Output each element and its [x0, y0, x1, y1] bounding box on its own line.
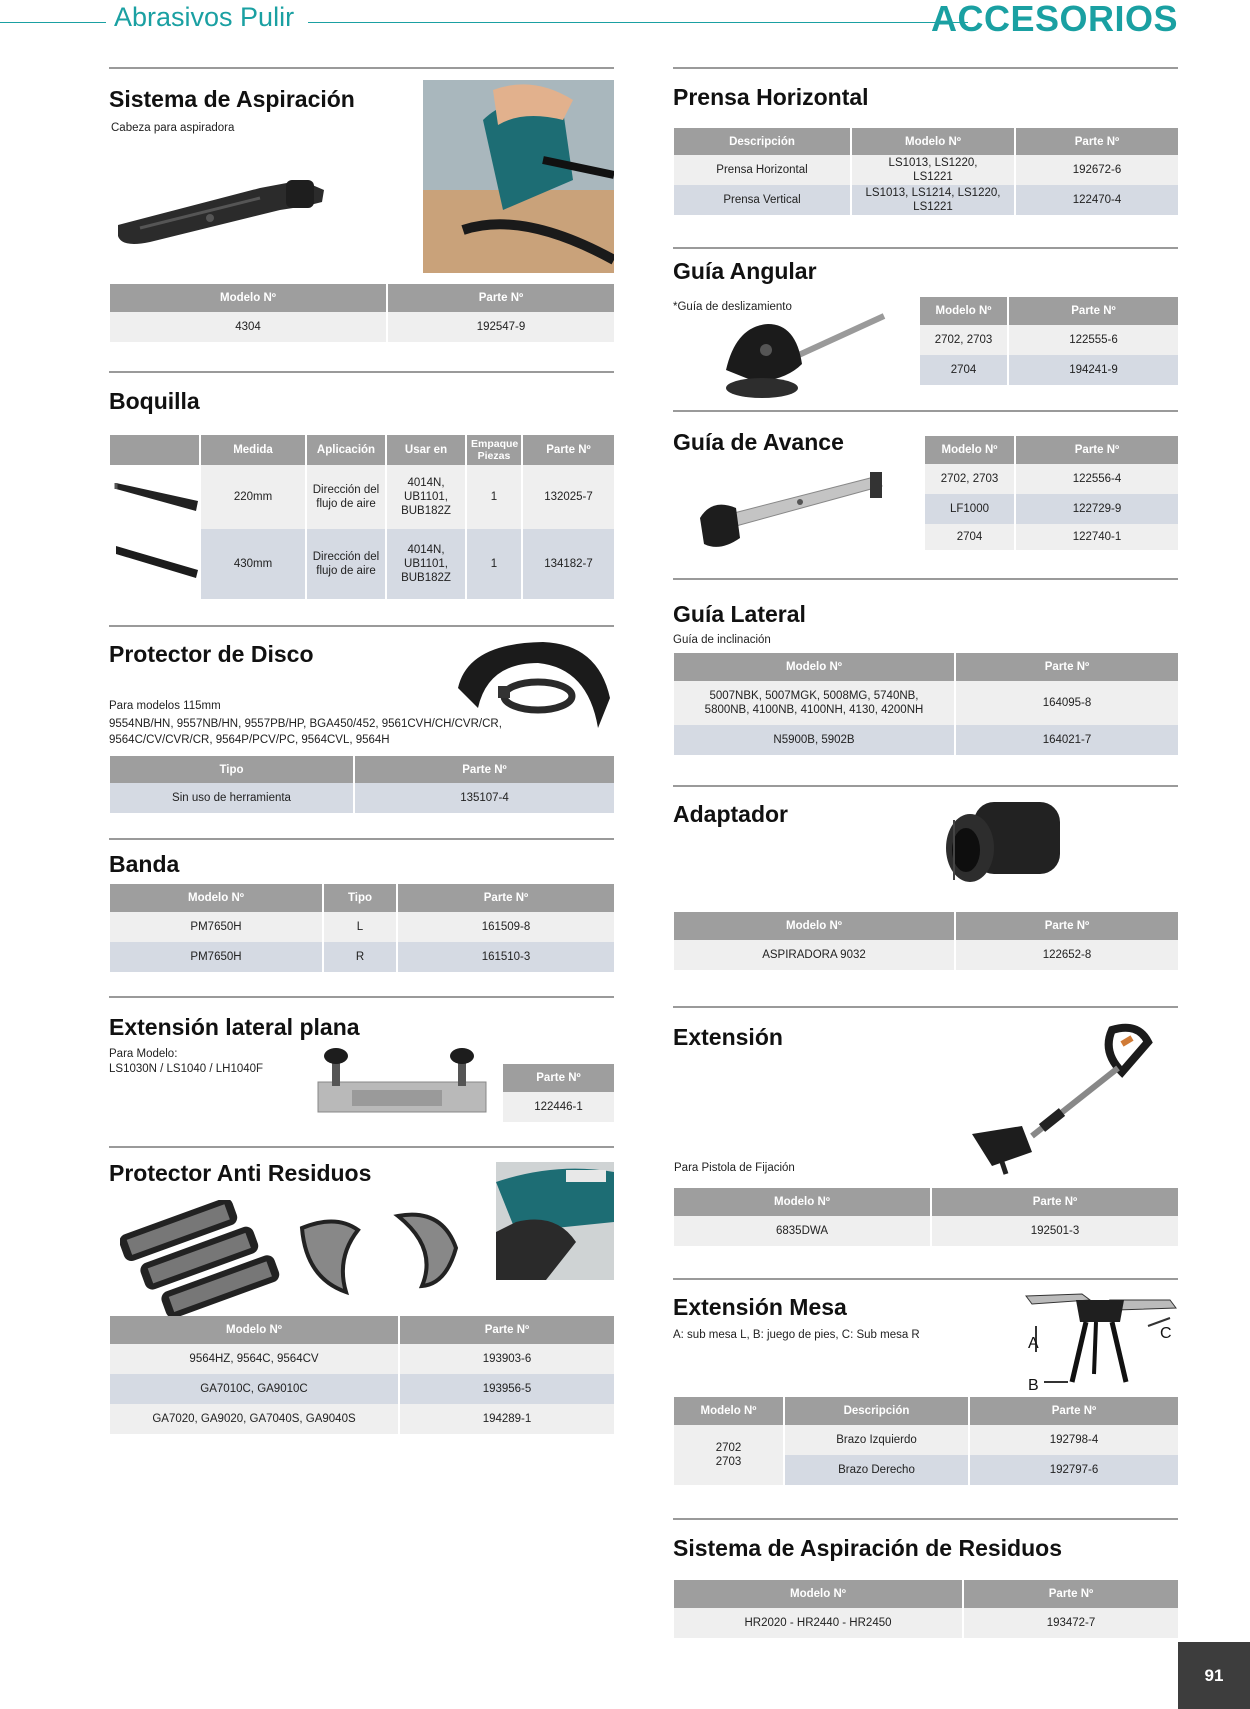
- table-row: Brazo Derecho 192797-6: [674, 1455, 1178, 1485]
- extension-table: [674, 1188, 1178, 1246]
- divider: [673, 1006, 1178, 1008]
- prensa-table: [674, 128, 1178, 215]
- divider: [673, 410, 1178, 412]
- aspiracion-residuos-table: [674, 1580, 1178, 1638]
- rip-fence-image: [690, 468, 886, 556]
- col-header: Modelo Nº: [674, 1580, 963, 1608]
- divider: [109, 625, 614, 627]
- boquilla-table: [110, 435, 614, 599]
- divider: [673, 578, 1178, 580]
- nozzle-430-image: [114, 542, 200, 582]
- extension-lateral-line2: LS1030N / LS1040 / LH1040F: [109, 1063, 264, 1075]
- col-header: Modelo Nº: [851, 128, 1015, 155]
- header-line-right: [308, 22, 968, 23]
- guia-avance-title: Guía de Avance: [673, 429, 844, 455]
- divider: [109, 838, 614, 840]
- table-row: 6835DWA 192501-3: [674, 1216, 1178, 1246]
- flat-extension-image: [312, 1040, 492, 1124]
- table-row: Sin uso de herramienta 135107-4: [110, 783, 614, 813]
- col-header: Parte Nº: [399, 1316, 614, 1344]
- page-number: 91: [1178, 1642, 1250, 1709]
- image-label-a: A: [1028, 1335, 1039, 1352]
- table-row: 2702 2703 Brazo Izquierdo 192798-4: [674, 1425, 1178, 1455]
- guia-angular-title: Guía Angular: [673, 258, 817, 284]
- grinder-photo: [496, 1162, 614, 1280]
- image-label-b: B: [1028, 1377, 1039, 1392]
- dust-filter-curved-image: [296, 1218, 362, 1296]
- extension-pole-image: [962, 1016, 1176, 1178]
- col-header: Parte Nº: [387, 284, 614, 312]
- adaptador-table: [674, 912, 1178, 970]
- table-row: ASPIRADORA 9032 122652-8: [674, 940, 1178, 970]
- dust-filter-image: [120, 1200, 280, 1318]
- table-row: 4304 192547-9: [110, 312, 614, 342]
- sistema-aspiracion-table: [110, 284, 614, 342]
- divider: [673, 247, 1178, 249]
- col-header: Modelo Nº: [674, 1188, 931, 1216]
- extension-mesa-title: Extensión Mesa: [673, 1294, 847, 1320]
- col-header: Tipo: [323, 884, 397, 912]
- table-row: 5007NBK, 5007MGK, 5008MG, 5740NB, 5800NB, 4100NB, 4100NH, 4130, 4200NH 164095-8: [674, 681, 1178, 725]
- col-header: Parte Nº: [963, 1580, 1178, 1608]
- divider: [109, 67, 614, 69]
- guia-angular-table: [920, 297, 1178, 385]
- jigsaw-vacuum-photo: [423, 80, 614, 273]
- table-row: Prensa Vertical LS1013, LS1214, LS1220, LS1221 122470-4: [674, 185, 1178, 215]
- col-header: Modelo Nº: [110, 884, 323, 912]
- col-header: Parte Nº: [1015, 436, 1178, 464]
- col-header: Modelo Nº: [925, 436, 1015, 464]
- table-saw-image: [1020, 1286, 1180, 1392]
- col-header: Parte Nº: [969, 1397, 1178, 1425]
- prensa-title: Prensa Horizontal: [673, 84, 869, 110]
- col-header: Modelo Nº: [110, 1316, 399, 1344]
- col-header: Parte Nº: [1008, 297, 1178, 325]
- extension-mesa-table: [674, 1397, 1178, 1485]
- protector-disco-title: Protector de Disco: [109, 641, 314, 667]
- divider: [109, 1146, 614, 1148]
- col-header: Descripción: [674, 128, 851, 155]
- image-label-c: C: [1160, 1325, 1172, 1342]
- nozzle-220-image: [114, 475, 200, 515]
- divider: [673, 1278, 1178, 1280]
- table-row: Prensa Horizontal LS1013, LS1220, LS1221 192672-6: [674, 155, 1178, 185]
- extension-title: Extensión: [673, 1024, 783, 1050]
- table-row: 220mm Dirección del flujo de aire 4014N, UB1101, BUB182Z 1 132025-7: [110, 465, 614, 529]
- table-row: 2704 194241-9: [920, 355, 1178, 385]
- table-row: 122446-1: [503, 1092, 614, 1122]
- header-category: ACCESORIOS: [930, 0, 1178, 39]
- table-row: GA7010C, GA9010C 193956-5: [110, 1374, 614, 1404]
- dust-filter-small-image: [392, 1208, 462, 1290]
- protector-disco-line1: Para modelos 115mm: [109, 700, 221, 712]
- header-line-left: [0, 22, 106, 23]
- col-header: Modelo Nº: [110, 284, 387, 312]
- col-header: Aplicación: [306, 435, 386, 465]
- col-header: Parte Nº: [354, 756, 614, 783]
- table-row: 430mm Dirección del flujo de aire 4014N, UB1101, BUB182Z 1 134182-7: [110, 529, 614, 599]
- table-row: 9564HZ, 9564C, 9564CV 193903-6: [110, 1344, 614, 1374]
- table-row: 2702, 2703 122556-4: [925, 464, 1178, 494]
- guia-lateral-subtitle: Guía de inclinación: [673, 634, 771, 646]
- protector-residuos-table: [110, 1316, 614, 1434]
- guia-angular-subtitle: *Guía de deslizamiento: [673, 301, 792, 313]
- sistema-aspiracion-title: Sistema de Aspiración: [109, 86, 355, 112]
- divider: [673, 67, 1178, 69]
- extension-subtitle: Para Pistola de Fijación: [674, 1162, 795, 1174]
- col-header: Tipo: [110, 756, 354, 783]
- protector-disco-line3: 9564C/CV/CVR/CR, 9564P/PCV/PC, 9564CVL, 9564H: [109, 734, 390, 746]
- guia-lateral-title: Guía Lateral: [673, 601, 806, 627]
- miter-gauge-image: [706, 310, 886, 402]
- table-row: GA7020, GA9020, GA7040S, GA9040S 194289-1: [110, 1404, 614, 1434]
- divider: [673, 785, 1178, 787]
- guia-avance-table: [925, 436, 1178, 550]
- divider: [109, 371, 614, 373]
- col-header: Modelo Nº: [920, 297, 1008, 325]
- protector-residuos-title: Protector Anti Residuos: [109, 1160, 372, 1186]
- header-section-title: Abrasivos Pulir: [114, 2, 295, 32]
- table-row: 2704 122740-1: [925, 524, 1178, 550]
- col-header: Parte Nº: [1015, 128, 1178, 155]
- col-header: Parte Nº: [955, 653, 1178, 681]
- divider: [109, 996, 614, 998]
- divider: [673, 1518, 1178, 1520]
- table-row: PM7650H L 161509-8: [110, 912, 614, 942]
- col-header: Parte Nº: [955, 912, 1178, 940]
- col-header: Medida: [200, 435, 306, 465]
- extension-lateral-line1: Para Modelo:: [109, 1048, 178, 1060]
- banda-title: Banda: [109, 851, 180, 877]
- extension-lateral-title: Extensión lateral plana: [109, 1014, 360, 1040]
- guia-lateral-table: [674, 653, 1178, 755]
- aspiracion-residuos-title: Sistema de Aspiración de Residuos: [673, 1535, 1062, 1561]
- extension-mesa-subtitle: A: sub mesa L, B: juego de pies, C: Sub mesa R: [673, 1329, 920, 1341]
- boquilla-title: Boquilla: [109, 388, 200, 414]
- table-row: 2702, 2703 122555-6: [920, 325, 1178, 355]
- col-header: Descripción: [784, 1397, 969, 1425]
- extension-lateral-table: [503, 1064, 614, 1122]
- col-header: Modelo Nº: [674, 653, 955, 681]
- adapter-image: [934, 796, 1068, 892]
- protector-disco-line2: 9554NB/HN, 9557NB/HN, 9557PB/HP, BGA450/452, 9561CVH/CH/CVR/CR,: [109, 718, 502, 730]
- col-header: Parte Nº: [397, 884, 614, 912]
- banda-table: [110, 884, 614, 972]
- col-header: Parte Nº: [503, 1064, 614, 1092]
- col-header: Parte Nº: [931, 1188, 1178, 1216]
- col-header: Modelo Nº: [674, 912, 955, 940]
- col-header: Usar en: [386, 435, 466, 465]
- sistema-aspiracion-subtitle: Cabeza para aspiradora: [111, 122, 235, 134]
- col-header: Parte Nº: [522, 435, 614, 465]
- col-header: Empaque Piezas: [466, 435, 522, 465]
- adaptador-title: Adaptador: [673, 801, 788, 827]
- table-row: LF1000 122729-9: [925, 494, 1178, 524]
- table-row: N5900B, 5902B 164021-7: [674, 725, 1178, 755]
- vacuum-head-image: [110, 170, 330, 250]
- col-header: Modelo Nº: [674, 1397, 784, 1425]
- protector-disco-table: [110, 756, 614, 813]
- model-cell: 2702 2703: [674, 1425, 784, 1485]
- table-row: PM7650H R 161510-3: [110, 942, 614, 972]
- table-row: HR2020 - HR2440 - HR2450 193472-7: [674, 1608, 1178, 1638]
